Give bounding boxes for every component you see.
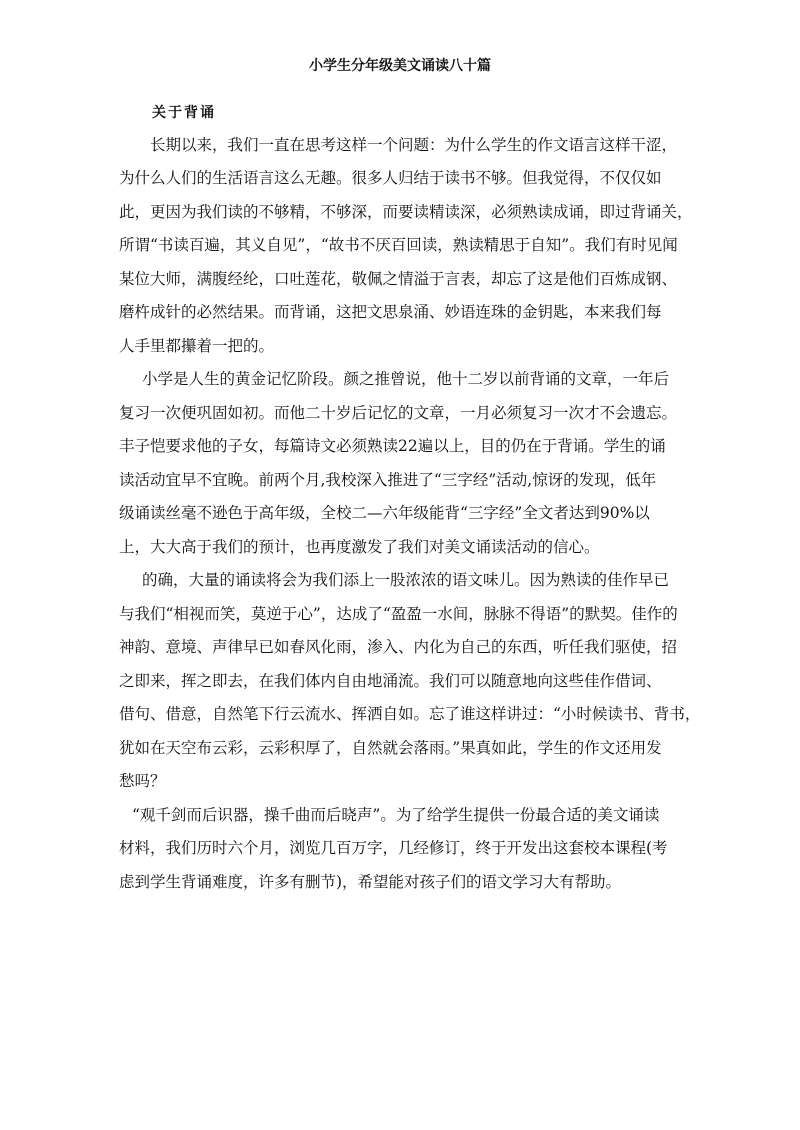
text-line: 级诵读丝毫不逊色于高年级，全校二—六年级能背“三字经”全文者达到90%以 — [119, 504, 650, 522]
text-line: 上，大大高于我们的预计，也再度激发了我们对美文诵读活动的信心。 — [119, 538, 600, 556]
text-line: 人手里都攥着一把的。 — [119, 337, 275, 355]
text-line: 所谓“书读百遍，其义自见”，“故书不厌百回读，熟读精思于自知”。我们有时见闻 — [119, 236, 678, 254]
text-line: 小学是人生的黄金记忆阶段。颜之推曾说，他十二岁以前背诵的文章，一年后 — [142, 370, 670, 388]
text-line: 复习一次便巩固如初。而他二十岁后记忆的文章，一月必须复习一次才不会遗忘。 — [119, 404, 678, 422]
text-line: 为什么人们的生活语言这么无趣。很多人归结于读书不够。但我觉得，不仅仅如 — [119, 169, 662, 187]
text-line: 丰子恺要求他的子女，每篇诗文必须熟读22遍以上，目的仍在于背诵。学生的诵 — [119, 437, 666, 455]
text-line: 磨杵成针的必然结果。而背诵，这把文思泉涌、妙语连珠的金钥匙，本来我们每 — [119, 303, 662, 321]
text-line: 借句、借意，自然笔下行云流水、挥洒自如。忘了谁这样讲过：“小时候读书、背书， — [119, 705, 701, 723]
text-line: “观千剑而后识器，操千曲而后晓声”。为了给学生提供一份最合适的美文诵读 — [132, 806, 660, 824]
text-line: 之即来，挥之即去，在我们体内自由地涌流。我们可以随意地向这些佳作借词、 — [119, 672, 662, 690]
text-line: 神韵、意境、声律早已如春风化雨，渗入、内化为自己的东西，听任我们驱使，招 — [119, 638, 678, 656]
text-line: 犹如在天空布云彩，云彩积厚了，自然就会落雨。”果真如此，学生的作文还用发 — [119, 739, 662, 757]
document-title: 小学生分年级美文诵读八十篇 — [309, 58, 491, 74]
text-line: 愁吗？ — [119, 772, 166, 790]
text-line: 的确，大量的诵读将会为我们添上一股浓浓的语文味儿。因为熟读的佳作早已 — [142, 571, 670, 589]
section-heading: 关于背诵 — [152, 105, 216, 121]
text-line: 此，更因为我们读的不够精，不够深，而要读精读深，必须熟读成诵，即过背诵关， — [119, 203, 693, 221]
text-line: 虑到学生背诵难度，许多有删节)，希望能对孩子们的语文学习大有帮助。 — [119, 873, 622, 891]
text-line: 长期以来，我们一直在思考这样一个问题：为什么学生的作文语言这样干涩， — [150, 136, 678, 154]
text-line: 与我们“相视而笑，莫逆于心”，达成了“盈盈一水间，脉脉不得语”的默契。佳作的 — [119, 605, 678, 623]
text-line: 材料，我们历时六个月，浏览几百万字，几经修订，终于开发出这套校本课程(考 — [119, 839, 668, 857]
text-line: 某位大师，满腹经纶，口吐莲花，敬佩之情溢于言表，却忘了这是他们百炼成钢、 — [119, 270, 678, 288]
text-line: 读活动宜早不宜晚。前两个月,我校深入推进了“三字经”活动,惊讶的发现，低年 — [119, 471, 657, 489]
